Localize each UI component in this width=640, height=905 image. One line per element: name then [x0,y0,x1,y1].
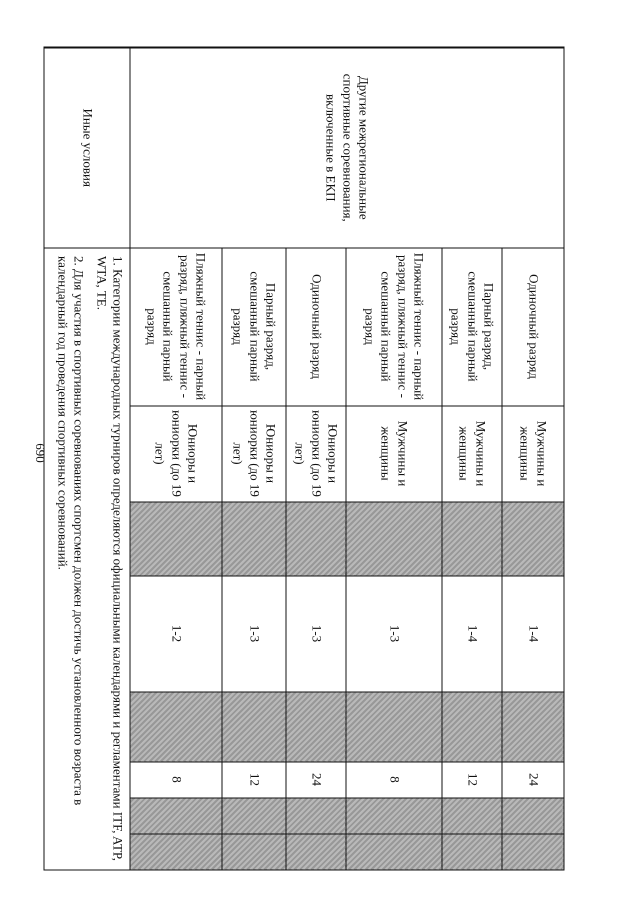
discipline-cell: Парный разряд, смешанный парный разряд [222,248,286,406]
shaded-cell [222,502,286,576]
shaded-cell [346,502,442,576]
count-cell: 24 [286,762,346,798]
shaded-cell [286,798,346,834]
shaded-cell [502,502,564,576]
discipline-cell: Пляжный теннис - парный разряд, пляжный теннис - смешанный парный разряд [346,248,442,406]
discipline-cell: Одиночный разряд [502,248,564,406]
group-cell: Мужчины и женщины [442,406,502,502]
shaded-cell [286,692,346,762]
shaded-cell [502,798,564,834]
group-cell: Мужчины и женщины [502,406,564,502]
discipline-cell: Одиночный разряд [286,248,346,406]
shaded-cell [502,834,564,870]
shaded-cell [130,502,222,576]
count-cell: 24 [502,762,564,798]
count-cell: 8 [130,762,222,798]
shaded-cell [130,692,222,762]
section-title-cell: Другие межрегиональные спортивные соревнования, включенные в ЕКП [130,48,564,248]
shaded-cell [442,502,502,576]
shaded-cell [346,834,442,870]
places-cell: 1-3 [286,576,346,692]
discipline-cell: Парный разряд, смешанный парный разряд [442,248,502,406]
count-cell: 12 [442,762,502,798]
count-cell: 8 [346,762,442,798]
places-cell: 1-3 [222,576,286,692]
note-2: 2. Для участия в спортивных соревнованиях спортсмен должен достичь установленного возраста в календарный год проведения спортивных соревнований. [55,256,87,806]
group-cell: Юниоры и юниорки (до 19 лет) [286,406,346,502]
shaded-cell [130,834,222,870]
places-cell: 1-4 [442,576,502,692]
shaded-cell [346,692,442,762]
shaded-cell [442,798,502,834]
shaded-cell [130,798,222,834]
places-cell: 1-3 [346,576,442,692]
rotated-table-container [55,47,565,869]
shaded-cell [442,692,502,762]
shaded-cell [222,798,286,834]
group-cell: Юниоры и юниорки (до 19 лет) [222,406,286,502]
other-conditions-notes [44,248,130,870]
shaded-cell [222,692,286,762]
places-cell: 1-2 [130,576,222,692]
discipline-cell: Пляжный теннис - парный разряд, пляжный теннис - смешанный парный разряд [130,248,222,406]
shaded-cell [442,834,502,870]
shaded-cell [222,834,286,870]
count-cell: 12 [222,762,286,798]
group-cell: Мужчины и женщины [346,406,442,502]
shaded-cell [346,798,442,834]
table-row [502,48,564,870]
note-1: 1. Категории международных турниров определяются официальными календарями и регламентами ITF, ATP, WTA, TE. [94,256,126,861]
group-cell: Юниоры и юниорки (до 19 лет) [130,406,222,502]
shaded-cell [286,834,346,870]
page-number: 690 [33,443,48,463]
other-conditions-row [44,48,130,870]
competition-table [44,47,565,871]
shaded-cell [502,692,564,762]
shaded-cell [286,502,346,576]
places-cell: 1-4 [502,576,564,692]
other-conditions-label: Иные условия [44,48,130,248]
